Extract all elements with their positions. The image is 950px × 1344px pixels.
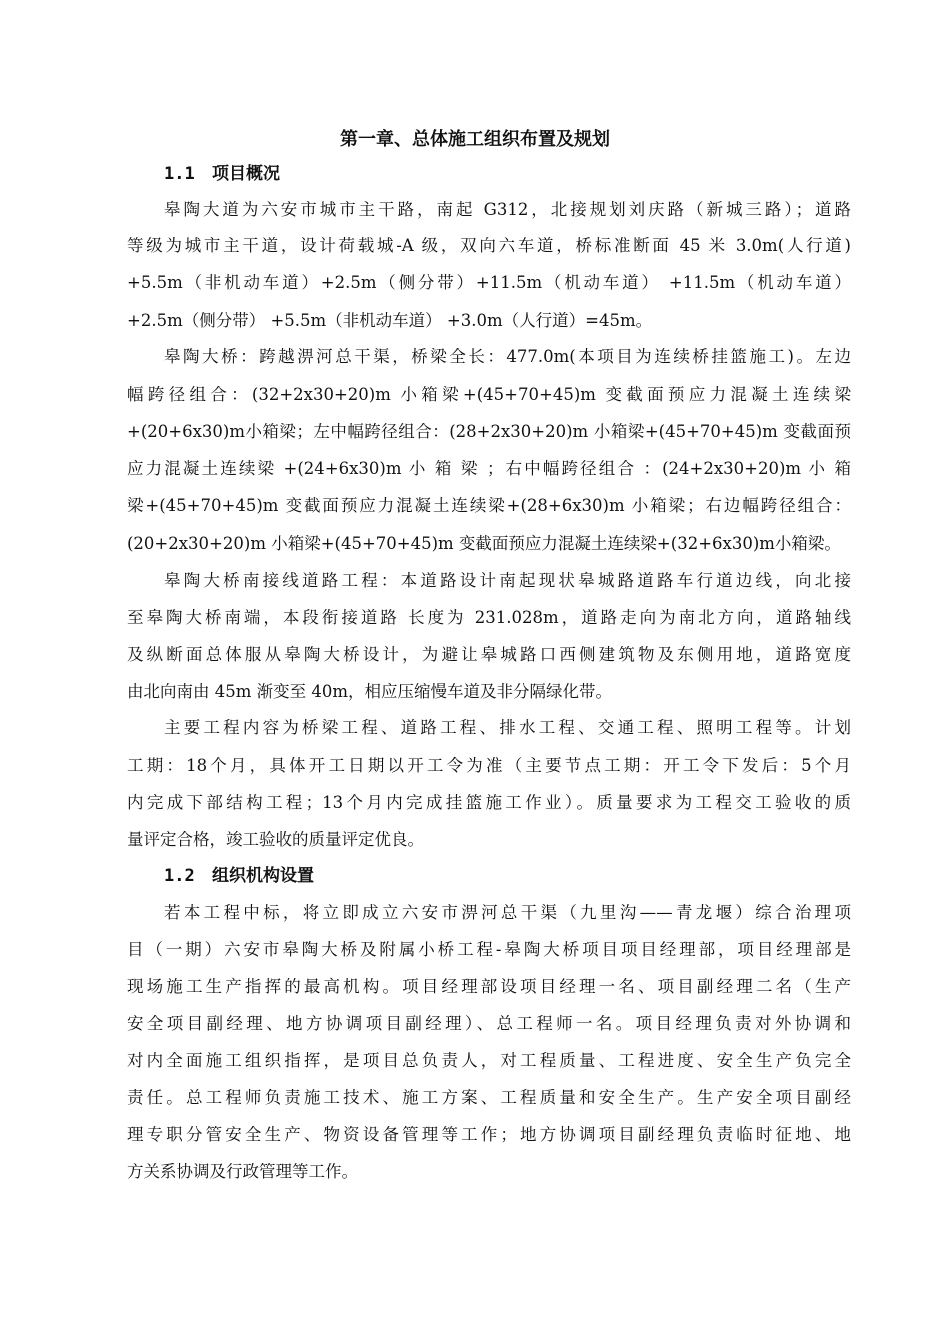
paragraph-line: 工期：18个月，具体开工日期以开工令为准（主要节点工期：开工令下发后：5个月 <box>127 756 851 775</box>
section-heading-1-1 <box>164 162 280 186</box>
paragraph-line: +5.5m（非机动车道）+2.5m（侧分带）+11.5m（机动车道） +11.5m（机动车道） <box>127 273 851 292</box>
paragraph-line: 由北向南由 45m 渐变至 40m，相应压缩慢车道及非分隔绿化带。 <box>127 682 613 701</box>
paragraph-line: 皋陶大桥南接线道路工程：本道路设计南起现状皋城路道路车行道边线，向北接 <box>164 571 851 590</box>
section-number: 1.1 <box>164 164 195 184</box>
paragraph-line: 责任。总工程师负责施工技术、施工方案、工程质量和安全生产。生产安全项目副经 <box>127 1088 851 1107</box>
paragraph-line: 对内全面施工组织指挥，是项目总负责人，对工程质量、工程进度、安全生产负完全 <box>127 1051 851 1070</box>
paragraph-line: 若本工程中标，将立即成立六安市淠河总干渠（九里沟——青龙堰）综合治理项 <box>164 903 851 922</box>
section-number: 1.2 <box>164 866 195 886</box>
paragraph-line: 梁+(45+70+45)m 变截面预应力混凝土连续梁+(28+6x30)m 小箱梁；右边幅跨径组合： <box>127 496 851 515</box>
paragraph-line: (20+2x30+20)m 小箱梁+(45+70+45)m 变截面预应力混凝土连续梁+(32+6x30)m小箱梁。 <box>127 534 841 553</box>
paragraph-line: 主要工程内容为桥梁工程、道路工程、排水工程、交通工程、照明工程等。计划 <box>164 718 851 737</box>
paragraph-line: 量评定合格，竣工验收的质量评定优良。 <box>127 830 424 849</box>
section-title: 组织机构设置 <box>212 866 314 886</box>
paragraph-line: 及纵断面总体服从皋陶大桥设计，为避让皋城路口西侧建筑物及东侧用地，道路宽度 <box>127 645 851 664</box>
paragraph-line: 皋陶大道为六安市城市主干路，南起 G312，北接规划刘庆路（新城三路）；道路 <box>164 200 851 219</box>
paragraph-line: 幅跨径组合：(32+2x30+20)m 小箱梁+(45+70+45)m 变截面预应力混凝土连续梁 <box>127 385 851 404</box>
paragraph-line: 内完成下部结构工程；13个月内完成挂篮施工作业）。质量要求为工程交工验收的质 <box>127 793 851 812</box>
paragraph-line: 现场施工生产指挥的最高机构。项目经理部设项目经理一名、项目副经理二名（生产 <box>127 977 851 996</box>
section-title: 项目概况 <box>212 164 280 184</box>
section-heading-1-2 <box>164 864 314 888</box>
paragraph-line: +2.5m（侧分带） +5.5m（非机动车道） +3.0m（人行道）=45m。 <box>127 311 653 330</box>
paragraph-line: 至皋陶大桥南端，本段衔接道路 长度为 231.028m，道路走向为南北方向，道路轴线 <box>127 608 851 627</box>
paragraph-line: +(20+6x30)m小箱梁；左中幅跨径组合：(28+2x30+20)m 小箱梁+(45+70+45)m 变截面预 <box>127 422 851 441</box>
paragraph-line: 理专职分管安全生产、物资设备管理等工作；地方协调项目副经理负责临时征地、地 <box>127 1125 851 1144</box>
paragraph-line: 皋陶大桥：跨越淠河总干渠，桥梁全长：477.0m(本项目为连续桥挂篮施工)。左边 <box>164 347 851 366</box>
chapter-title: 第一章、总体施工组织布置及规划 <box>340 129 610 150</box>
paragraph-line: 应力混凝土连续梁 +(24+6x30)m 小 箱 梁 ；右中幅跨径组合 ：(24+2x30+20)m 小 箱 <box>127 459 851 478</box>
paragraph-line: 目（一期）六安市皋陶大桥及附属小桥工程-皋陶大桥项目项目经理部，项目经理部是 <box>127 940 851 959</box>
paragraph-line: 等级为城市主干道，设计荷载城-A 级，双向六车道，桥标准断面 45 米 3.0m(人行道) <box>127 236 851 255</box>
paragraph-line: 方关系协调及行政管理等工作。 <box>127 1162 358 1181</box>
paragraph-line: 安全项目副经理、地方协调项目副经理）、总工程师一名。项目经理负责对外协调和 <box>127 1014 851 1033</box>
